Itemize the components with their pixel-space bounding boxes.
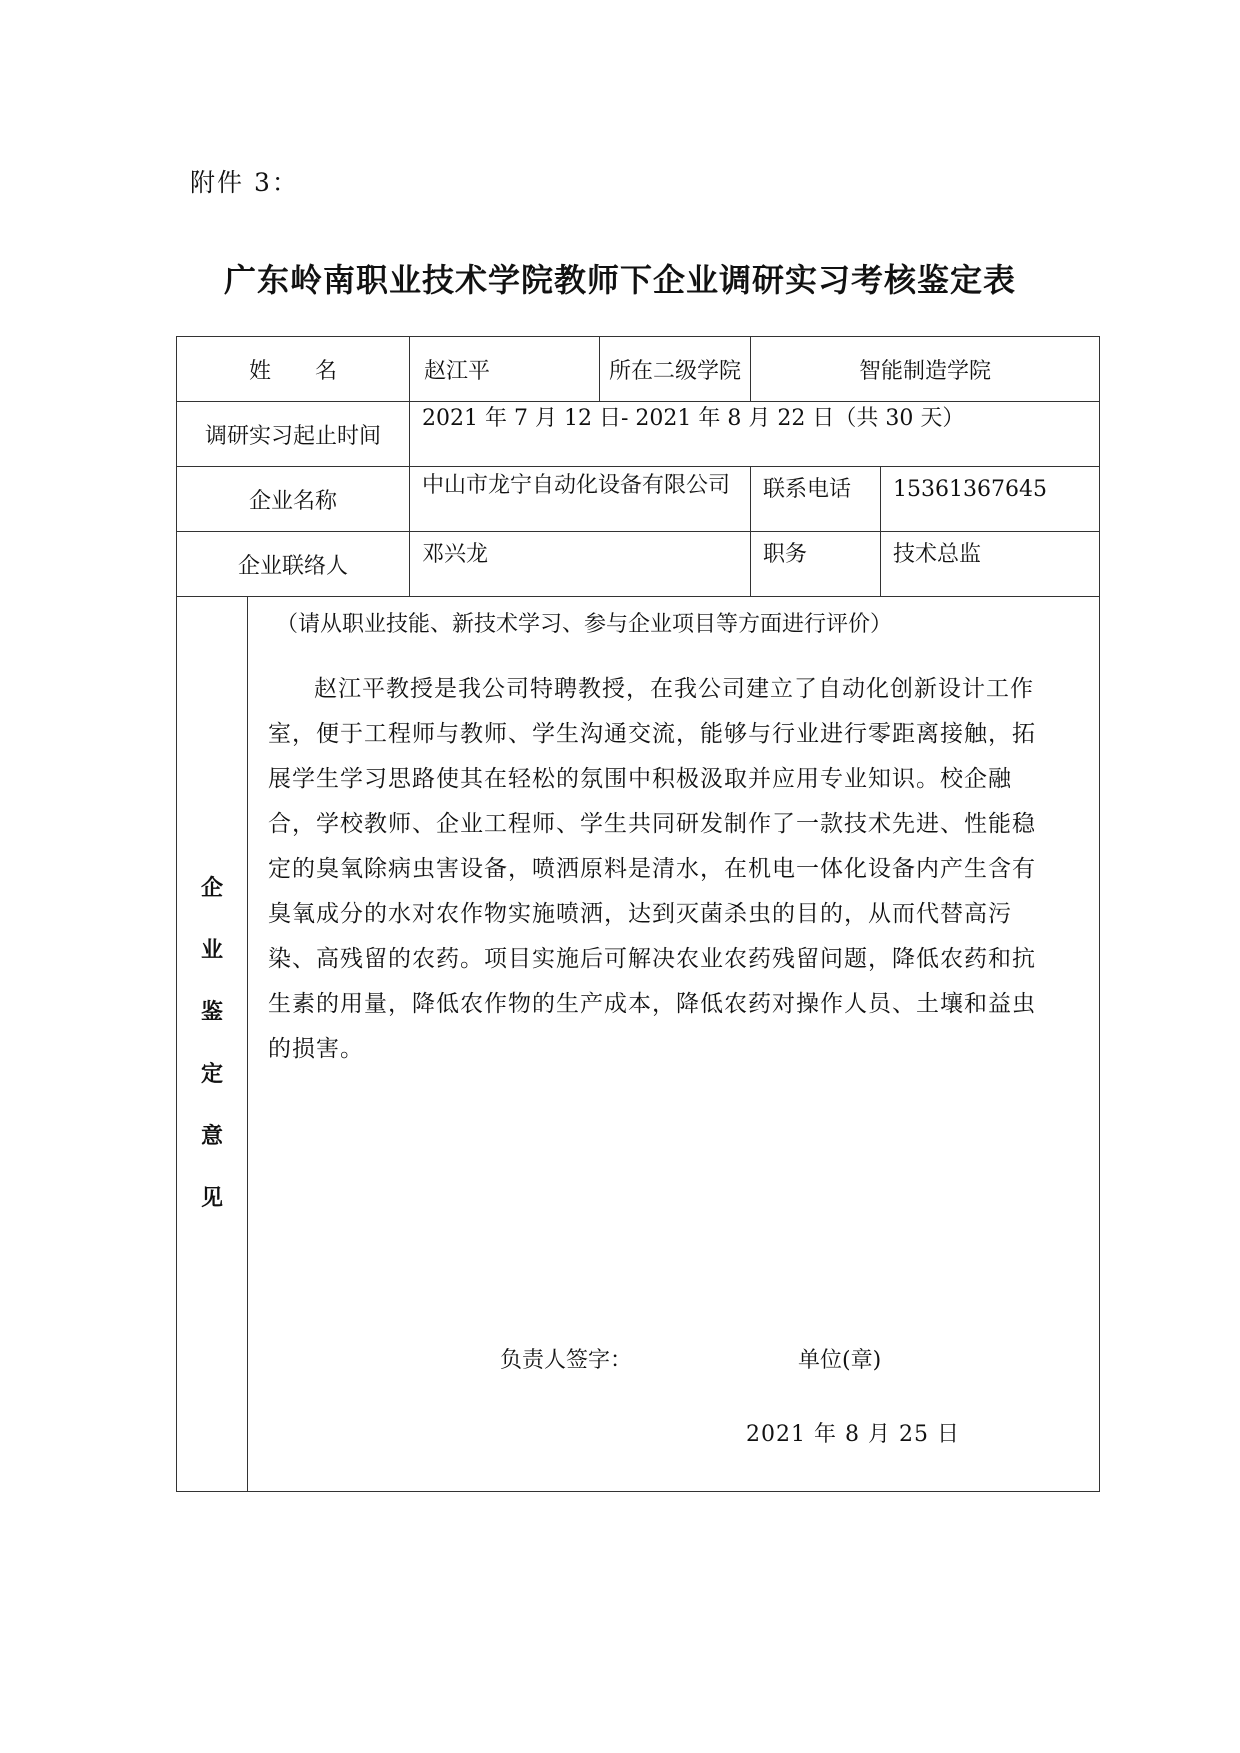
opinion-label-char: 业 xyxy=(200,938,223,963)
sign-date: 2021 年 8 月 25 日 xyxy=(746,1422,960,1447)
phone-label: 联系电话 xyxy=(751,467,881,532)
assessment-form xyxy=(176,336,1100,1492)
unit-seal-label: 单位(章) xyxy=(798,1348,882,1373)
opinion-text: 赵江平教授是我公司特聘教授，在我公司建立了自动化创新设计工作室，便于工程师与教师、学生沟通交流，能够与行业进行零距离接触，拓展学生学习思路使其在轻松的氛围中积极汲取并应用专业知识。校企融合，学校教师、企业工程师、学生共同研发制作了一款技术先进、性能稳定的臭氧除病虫害设备，喷洒原料是清水，在机电一体化设备内产生含有臭氧成分的水对农作物实施喷洒，达到灭菌杀虫的目的，从而代替高污染、高残留的农药。项目实施后可解决农业农药残留问题，降低农药和抗生素的用量，降低农作物的生产成本，降低农药对操作人员、土壤和益虫的损害。 xyxy=(268,676,1036,1062)
opinion-label-char: 定 xyxy=(200,1062,223,1087)
college-label: 所在二级学院 xyxy=(600,337,751,402)
name-value: 赵江平 xyxy=(410,337,600,402)
opinion-label-char: 意 xyxy=(200,1124,223,1149)
company-label: 企业名称 xyxy=(177,467,410,532)
contact-value: 邓兴龙 xyxy=(410,532,751,597)
attachment-label: 附件 3： xyxy=(190,168,299,197)
opinion-cell xyxy=(248,597,1100,1492)
page-title: 广东岭南职业技术学院教师下企业调研实习考核鉴定表 xyxy=(223,261,1016,299)
contact-label: 企业联络人 xyxy=(177,532,410,597)
opinion-hint: （请从职业技能、新技术学习、参与企业项目等方面进行评价） xyxy=(276,612,893,637)
name-label: 姓 名 xyxy=(177,337,410,402)
company-value: 中山市龙宁自动化设备有限公司 xyxy=(410,467,751,532)
period-value: 2021 年 7 月 12 日- 2021 年 8 月 22 日（共 30 天） xyxy=(410,402,1100,467)
position-value: 技术总监 xyxy=(881,532,1100,597)
opinion-label-char: 鉴 xyxy=(200,1000,223,1025)
opinion-label xyxy=(177,597,248,1492)
phone-value: 15361367645 xyxy=(881,467,1100,532)
period-label: 调研实习起止时间 xyxy=(177,402,410,467)
opinion-label-char: 企 xyxy=(200,876,223,901)
opinion-label-char: 见 xyxy=(200,1186,223,1211)
position-label: 职务 xyxy=(751,532,881,597)
signature-label: 负责人签字： xyxy=(500,1348,633,1373)
college-value: 智能制造学院 xyxy=(751,337,1100,402)
